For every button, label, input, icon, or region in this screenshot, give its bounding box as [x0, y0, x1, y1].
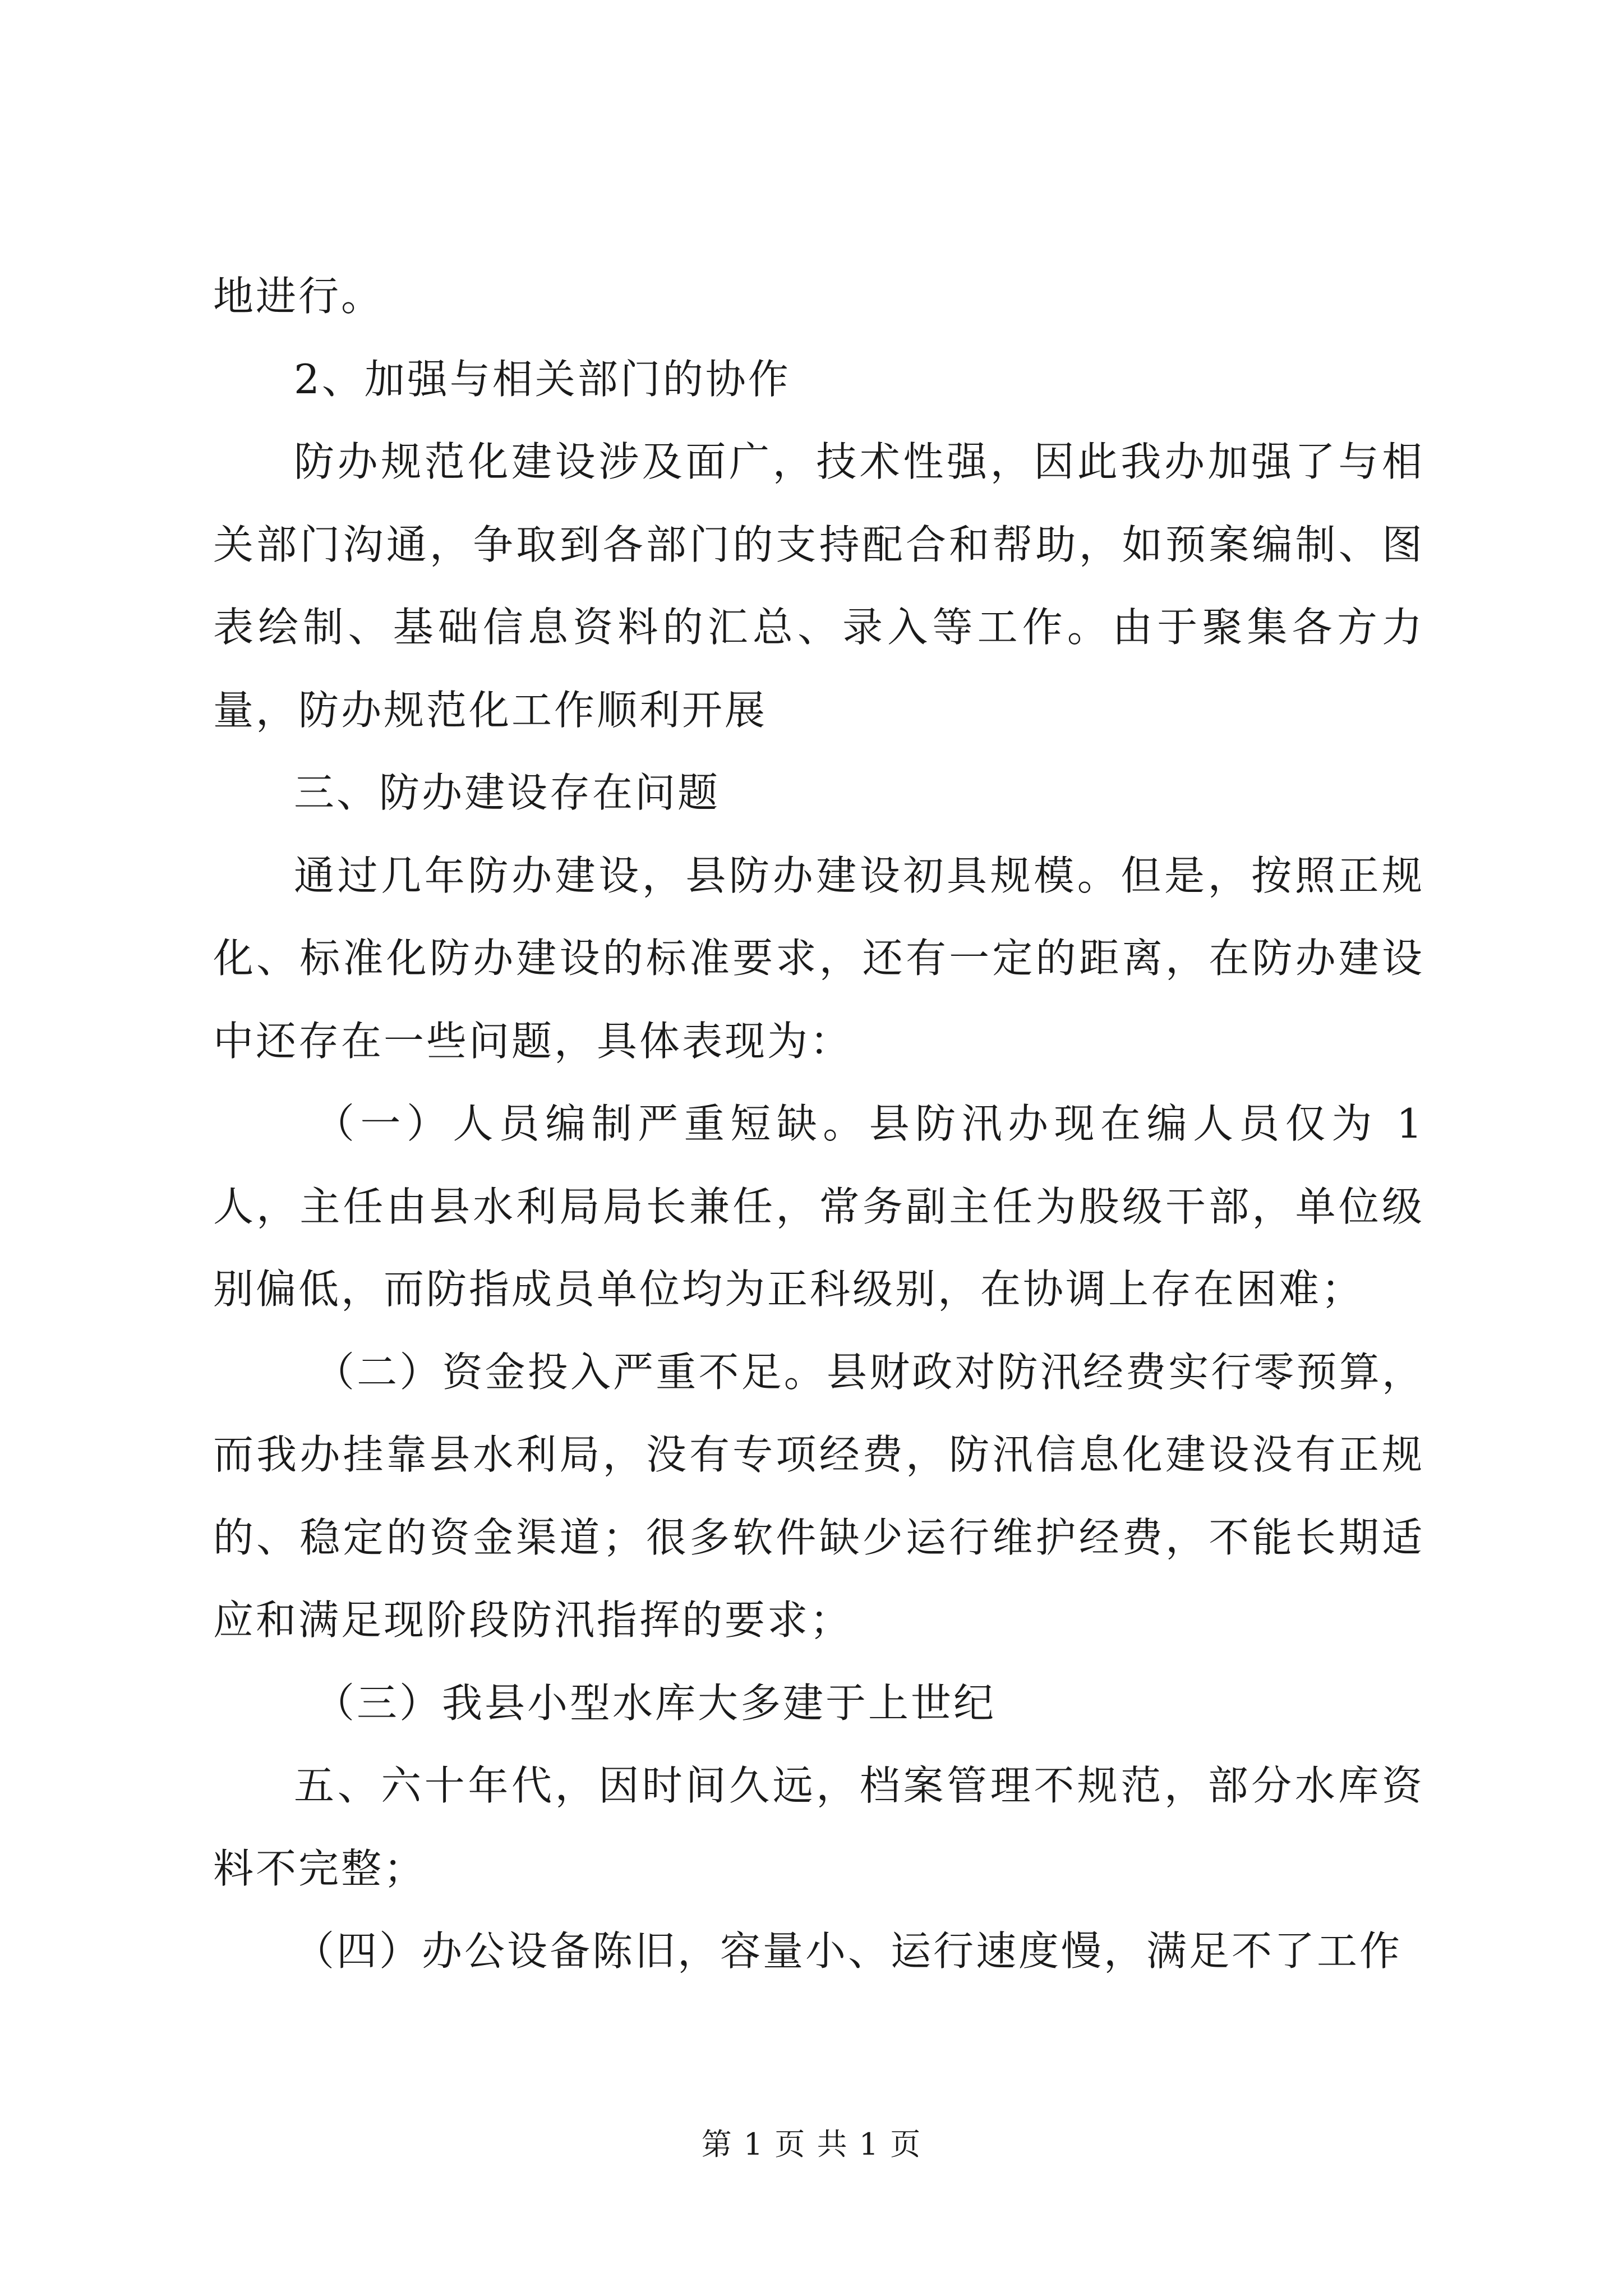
document-body — [213, 255, 1424, 1993]
paragraph-9: 五、六十年代，因时间久远，档案管理不规范，部分水库资料不完整； — [213, 1762, 1424, 1892]
paragraph-2: 2、加强与相关部门的协作 — [294, 355, 791, 403]
paragraph-6: （一）人员编制严重短缺。县防汛办现在编人员仅为 1 人，主任由县水利局局长兼任，常务副主任为股级干部，单位级别偏低，而防指成员单位均为正科级别，在协调上存在困难； — [213, 1100, 1424, 1313]
paragraph-8: （三）我县小型水库大多建于上世纪 — [314, 1679, 997, 1727]
paragraph-5: 通过几年防办建设，县防办建设初具规模。但是，按照正规化、标准化防办建设的标准要求，还有一定的距离，在防办建设中还存在一些问题，具体表现为： — [213, 852, 1424, 1065]
paragraph-3: 防办规范化建设涉及面广，技术性强，因此我办加强了与相关部门沟通，争取到各部门的支持配合和帮助，如预案编制、图表绘制、基础信息资料的汇总、录入等工作。由于聚集各方力量，防办规范化工作顺利开展 — [213, 438, 1424, 734]
paragraph-10: （四）办公设备陈旧，容量小、运行速度慢，满足不了工作 — [294, 1927, 1403, 1975]
page-footer: 第 1 页 共 1 页 — [701, 2127, 922, 2162]
paragraph-7: （二）资金投入严重不足。县财政对防汛经费实行零预算，而我办挂靠县水利局，没有专项经费，防汛信息化建设没有正规的、稳定的资金渠道；很多软件缺少运行维护经费，不能长期适应和满足现阶段防汛指挥的要求； — [213, 1348, 1424, 1644]
paragraph-1: 地进行。 — [213, 273, 384, 320]
paragraph-4: 三、防办建设存在问题 — [294, 769, 721, 816]
